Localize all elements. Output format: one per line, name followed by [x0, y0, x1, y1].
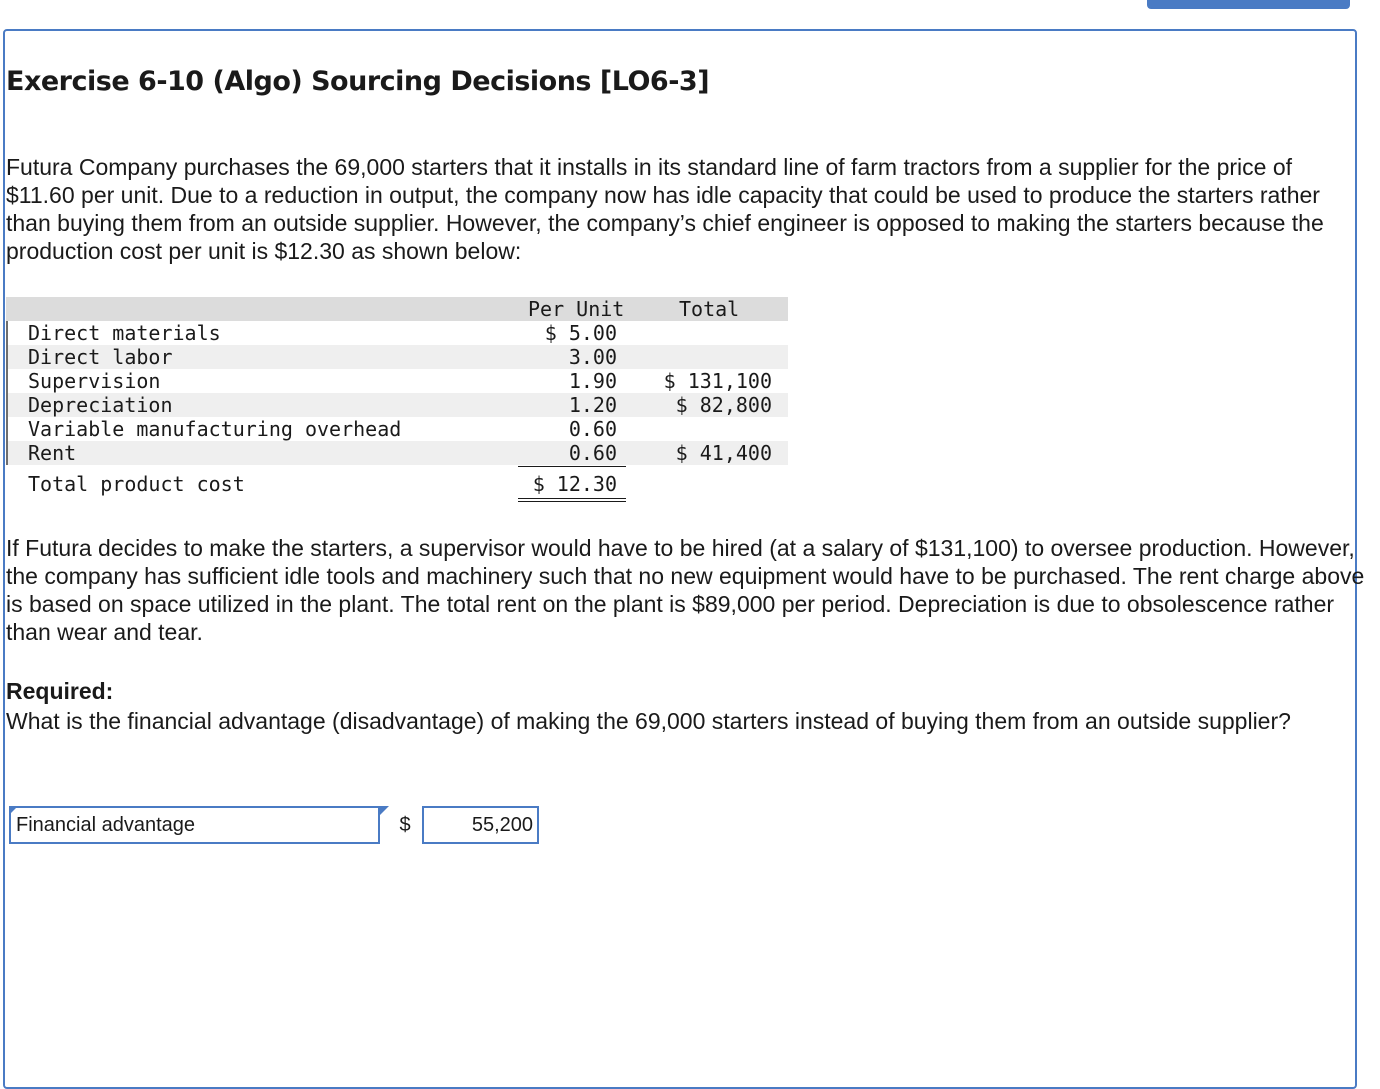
row-per-unit: $ 5.00 [544, 321, 617, 345]
top-tab-bar [1147, 0, 1350, 9]
row-per-unit: 0.60 [568, 417, 617, 441]
total-header: Total [679, 297, 740, 321]
required-heading: Required: [6, 678, 114, 704]
per-unit-header: Per Unit [528, 297, 625, 321]
row-label: Direct materials [28, 321, 221, 345]
row-per-unit: 0.60 [568, 441, 617, 465]
table-row [6, 345, 788, 369]
table-header-row [6, 297, 788, 321]
table-row [6, 441, 788, 465]
row-total: $ 82,800 [675, 393, 772, 417]
row-label: Supervision [28, 369, 161, 393]
table-row [6, 369, 788, 393]
row-label: Direct labor [28, 345, 173, 369]
details-paragraph: If Futura decides to make the starters, a supervisor would have to be hired (at a salary of $131,100) to oversee production. However, the company has sufficient idle tools and machinery such that no new equipment would have to be purchased. The rent charge above is based on space utilized in the plant. The total rent on the plant is $89,000 per period. Depreciation is due to obsolescence rather than wear and tear. [6, 535, 1365, 645]
answer-label-field[interactable] [9, 806, 380, 844]
table-row [6, 321, 788, 345]
total-row-label: Total product cost [28, 472, 245, 496]
intro-paragraph: Futura Company purchases the 69,000 starters that it installs in its standard line of farm tractors from a supplier for the price of $11.60 per unit. Due to a reduction in output, the company now has idle capacity that could be used to produce the starters rather than buying them from an outside supplier. However, the company’s chief engineer is opposed to making the starters because the production cost per unit is $12.30 as shown below: [6, 154, 1324, 264]
row-label: Depreciation [28, 393, 173, 417]
row-per-unit: 1.20 [568, 393, 617, 417]
exercise-title: Exercise 6-10 (Algo) Sourcing Decisions [LO6-3] [6, 66, 710, 97]
row-label: Variable manufacturing overhead [28, 417, 402, 441]
answer-value-input[interactable]: 55,200 [422, 806, 539, 844]
total-double-rule [518, 498, 626, 502]
total-row [6, 472, 788, 496]
answer-label-text: Financial advantage [16, 814, 196, 836]
question-text: What is the financial advantage (disadvantage) of making the 69,000 starters instead of buying them from an outside supplier? [6, 708, 1291, 734]
row-label: Rent [28, 441, 77, 465]
currency-symbol: $ [399, 814, 411, 836]
subtotal-rule [518, 466, 626, 467]
row-per-unit: 3.00 [568, 345, 617, 369]
row-per-unit: 1.90 [568, 369, 617, 393]
flag-icon [380, 806, 389, 815]
table-row [6, 417, 788, 441]
table-row [6, 393, 788, 417]
flag-icon [9, 806, 18, 815]
row-total: $ 131,100 [663, 369, 772, 393]
cost-table [6, 297, 788, 507]
row-total: $ 41,400 [675, 441, 772, 465]
total-row-per-unit: $ 12.30 [532, 472, 617, 496]
